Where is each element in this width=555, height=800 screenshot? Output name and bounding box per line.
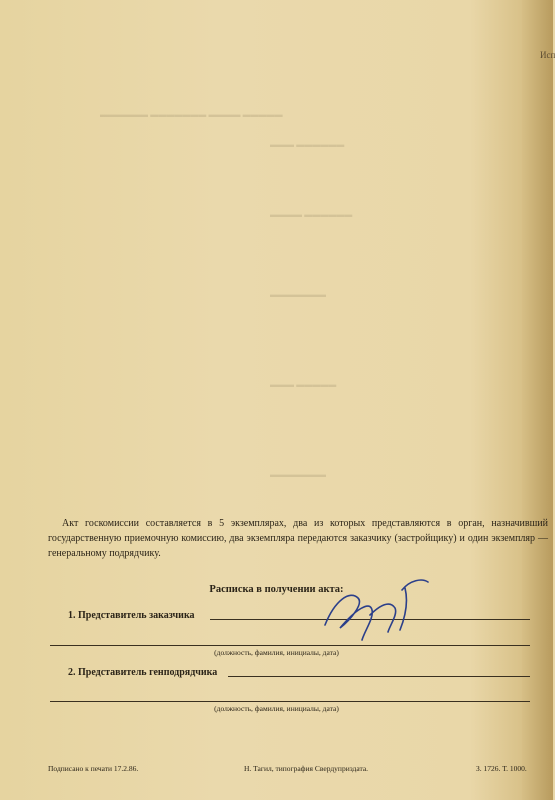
instructions-paragraph: Акт госкомиссии составляется в 5 экземплярах, два из которых представляются в орган, назначивший государственную приемочную комиссию, два экземпляра передаются заказчику (застройщику) и один экземпляр — генеральному подрядчику. xyxy=(48,518,548,559)
bleed-through-3: ▬▬▬▬▬▬ ▬▬▬▬ xyxy=(270,210,353,219)
bleed-through-2: ▬▬▬▬▬▬ ▬▬▬ xyxy=(270,140,345,149)
bleed-through-5: ▬▬▬▬▬ ▬▬▬ xyxy=(270,380,337,389)
bleed-through-1: ▬▬▬▬▬ ▬▬▬▬ ▬▬▬▬▬▬▬ ▬▬▬▬▬▬ xyxy=(100,110,283,119)
contractor-rep-label: 2. Представитель генподрядчика xyxy=(68,667,218,678)
bleed-through-6: ▬▬▬▬▬▬▬ xyxy=(270,470,326,479)
receipt-title: Расписка в получении акта: xyxy=(209,584,344,595)
adjacent-page-edge xyxy=(522,0,553,800)
customer-rep-line-2[interactable] xyxy=(50,645,530,646)
contractor-rep-caption: (должность, фамилия, инициалы, дата) xyxy=(214,704,339,713)
customer-rep-label: 1. Представитель заказчика xyxy=(68,610,195,621)
footer-order: З. 1726. Т. 1000. xyxy=(476,764,527,773)
contractor-rep-line-2[interactable] xyxy=(50,701,530,702)
customer-rep-caption: (должность, фамилия, инициалы, дата) xyxy=(214,648,339,657)
footer-signed-date: Подписано к печати 17.2.86. xyxy=(48,764,139,773)
bleed-through-4: ▬▬▬▬▬▬▬ xyxy=(270,290,326,299)
edge-text: Исп xyxy=(540,50,555,60)
contractor-rep-line[interactable] xyxy=(228,676,530,677)
handwritten-signature xyxy=(310,570,440,650)
footer-printer: Н. Тагил, типография Свердуприздата. xyxy=(244,764,369,773)
